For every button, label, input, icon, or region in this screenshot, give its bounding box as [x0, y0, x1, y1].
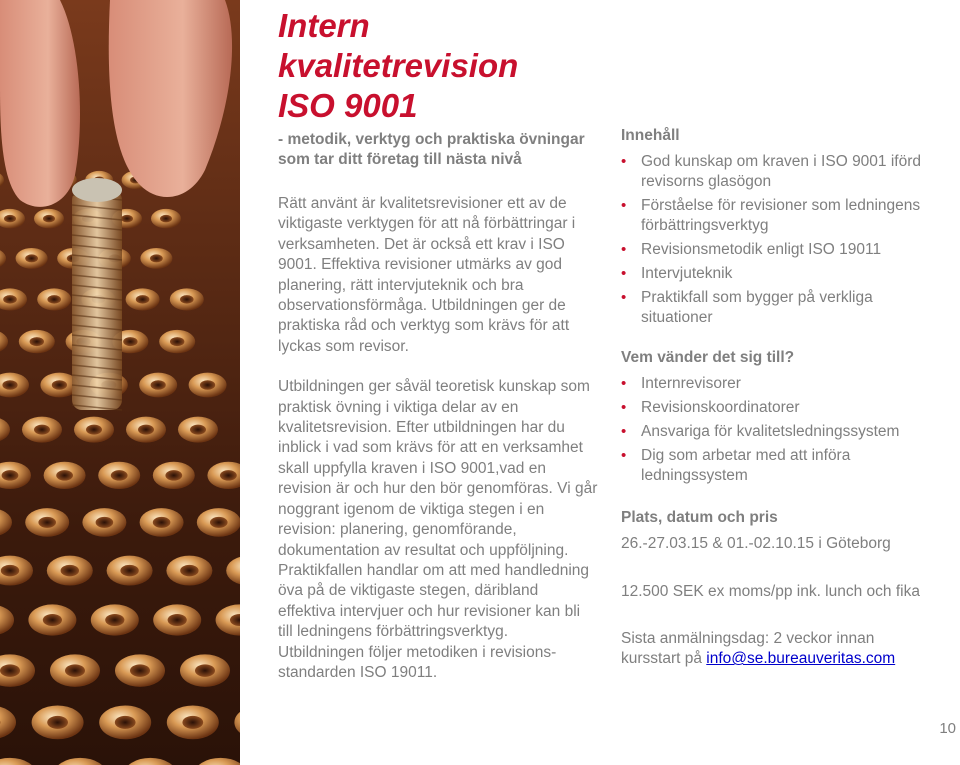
cylinder-cap — [216, 604, 240, 635]
cylinder-cap — [159, 330, 195, 353]
cylinder-cap — [0, 373, 29, 398]
cylinder-cap — [167, 706, 219, 740]
left-column — [278, 6, 598, 683]
cover-photo — [0, 0, 240, 765]
cylinder-cap — [126, 417, 166, 443]
cylinder-cap — [47, 556, 93, 586]
cylinder-cap — [37, 288, 71, 310]
registration-deadline: Sista anmälningsdag: 2 veckor innan kursstart på info@se.bureauveritas.com — [621, 629, 896, 668]
cylinder-cap — [82, 508, 126, 537]
cylinder-cap — [180, 654, 230, 687]
innehall-list — [621, 152, 921, 328]
cylinder-cap — [98, 462, 140, 489]
cylinder-cap — [0, 248, 6, 269]
cylinder-cap — [0, 288, 27, 310]
cylinder-cap — [126, 288, 160, 310]
cylinder-cap — [16, 248, 48, 269]
cylinder-cap — [140, 248, 172, 269]
cylinder-cap — [74, 417, 114, 443]
list-item: • Ansvariga för kvalitetsledningssystem — [621, 423, 900, 440]
title-line-2: kvalitetrevision — [278, 47, 519, 84]
cylinder-cap — [151, 209, 181, 229]
list-item: • Praktikfall som bygger på verkliga situationer — [621, 289, 873, 326]
intro-paragraph: Rätt använt är kvalitetsrevisioner ett av de viktigaste verktygen för att nå förbättringar i verksamheten. Det är också ett krav i ISO 9001. Effektiva revisioner utmärks av god planering, rätt intervjuteknik och bra observationsförmåga. Utbildningen ger de praktiska råd och verktyg som krävs för att lyckas som revisor. — [278, 195, 576, 355]
list-item: • Intervjuteknik — [621, 265, 733, 282]
cylinder-cap — [22, 417, 62, 443]
list-item: • Revisionskoordinatorer — [621, 399, 800, 416]
bullet-icon: • — [621, 423, 627, 440]
cylinder-cap — [50, 654, 100, 687]
cylinder-cap — [0, 330, 8, 353]
bullet-icon: • — [621, 265, 627, 282]
cylinder-cap — [0, 171, 4, 189]
list-item: • Dig som arbetar med att införa ledningssystem — [621, 447, 851, 484]
list-item: • Internrevisorer — [621, 375, 741, 392]
cylinder-cap — [123, 758, 177, 765]
bullet-icon: • — [621, 289, 627, 306]
cylinder-cap — [0, 209, 25, 229]
bullet-icon: • — [621, 153, 627, 170]
bullet-icon: • — [621, 241, 627, 258]
bullet-icon: • — [621, 197, 627, 214]
subtitle: - metodik, verktyg och praktiska övningar som tar ditt företag till nästa nivå — [278, 131, 585, 168]
list-item: • God kunskap om kraven i ISO 9001 iförd revisorns glasögon — [621, 153, 922, 190]
cylinder-cap — [91, 604, 139, 635]
cylinder-cap — [53, 758, 107, 765]
cylinder-cap — [170, 288, 204, 310]
cylinder-cap — [166, 556, 212, 586]
course-dates: 26.-27.03.15 & 01.-02.10.15 i Göteborg — [621, 535, 891, 552]
cylinder-cap — [0, 508, 12, 537]
cylinder-cap — [153, 462, 195, 489]
cylinder-cap — [99, 706, 151, 740]
cylinder-cap — [140, 508, 184, 537]
bullet-icon: • — [621, 447, 627, 464]
cylinder-cap — [194, 758, 240, 765]
cylinder-cap — [178, 417, 218, 443]
cylinder-cap — [0, 462, 31, 489]
description-paragraph: Utbildningen ger såväl teoretisk kunskap som praktisk övning i viktiga delar av en kvalitetsrevision. Efter utbildningen har du inblick i vad som krävs för att en verksamhet skall uppfylla kraven i ISO 9001,vad en revision är och hur den bör genomföras. Vi går noggrant igenom de viktiga stegen i en revision: planering, genomförande, dokumentation av resultat och uppföljning. Praktikfallen handlar om att med handledning öva på de viktigaste stegen, däribland effektiva intervjuer och hur revisioner kan bli till ledningens förbättringsverktyg. Utbildningen följer metodiken i revisions-standarden ISO 19011. — [278, 378, 598, 681]
innehall-heading: Innehåll — [621, 127, 680, 144]
page-title — [278, 6, 598, 126]
bullet-icon: • — [621, 375, 627, 392]
cylinder-cap — [226, 556, 240, 586]
cylinder-cap — [107, 556, 153, 586]
cylinder-cap — [0, 706, 16, 740]
cylinder-cap — [234, 706, 240, 740]
place-heading: Plats, datum och pris — [621, 509, 778, 526]
cylinder-cap — [207, 462, 240, 489]
cylinder-cap — [19, 330, 55, 353]
list-item: • Förståelse för revisioner som ledningens förbättringsverktyg — [621, 197, 921, 234]
cylinder-cap — [115, 654, 165, 687]
title-line-1: Intern — [278, 7, 370, 44]
cylinder-cap — [34, 209, 64, 229]
page-number: 10 — [939, 720, 956, 737]
cylinder-cap — [25, 508, 69, 537]
cylinder-cap — [44, 462, 86, 489]
audience-list — [621, 374, 921, 486]
cylinder-cap — [0, 654, 35, 687]
title-line-3: ISO 9001 — [278, 87, 418, 124]
list-item: • Revisionsmetodik enligt ISO 19011 — [621, 241, 882, 258]
cylinder-cap — [28, 604, 76, 635]
cylinder-cap — [139, 373, 177, 398]
cylinder-cap — [0, 417, 10, 443]
audience-heading: Vem vänder det sig till? — [621, 349, 795, 366]
cylinder-cap — [153, 604, 201, 635]
cylinder-cap — [0, 604, 14, 635]
email-link[interactable]: info@se.bureauveritas.com — [706, 650, 896, 668]
cylinder-cap — [197, 508, 240, 537]
finger-left — [0, 0, 80, 207]
cylinder-cap — [189, 373, 227, 398]
finger-right — [109, 0, 232, 197]
right-column — [621, 126, 921, 670]
cylinder-cap — [0, 556, 33, 586]
cylinder-cap — [32, 706, 84, 740]
cylinder-cap — [0, 758, 37, 765]
bullet-icon: • — [621, 399, 627, 416]
course-price: 12.500 SEK ex moms/pp ink. lunch och fika — [621, 583, 920, 601]
